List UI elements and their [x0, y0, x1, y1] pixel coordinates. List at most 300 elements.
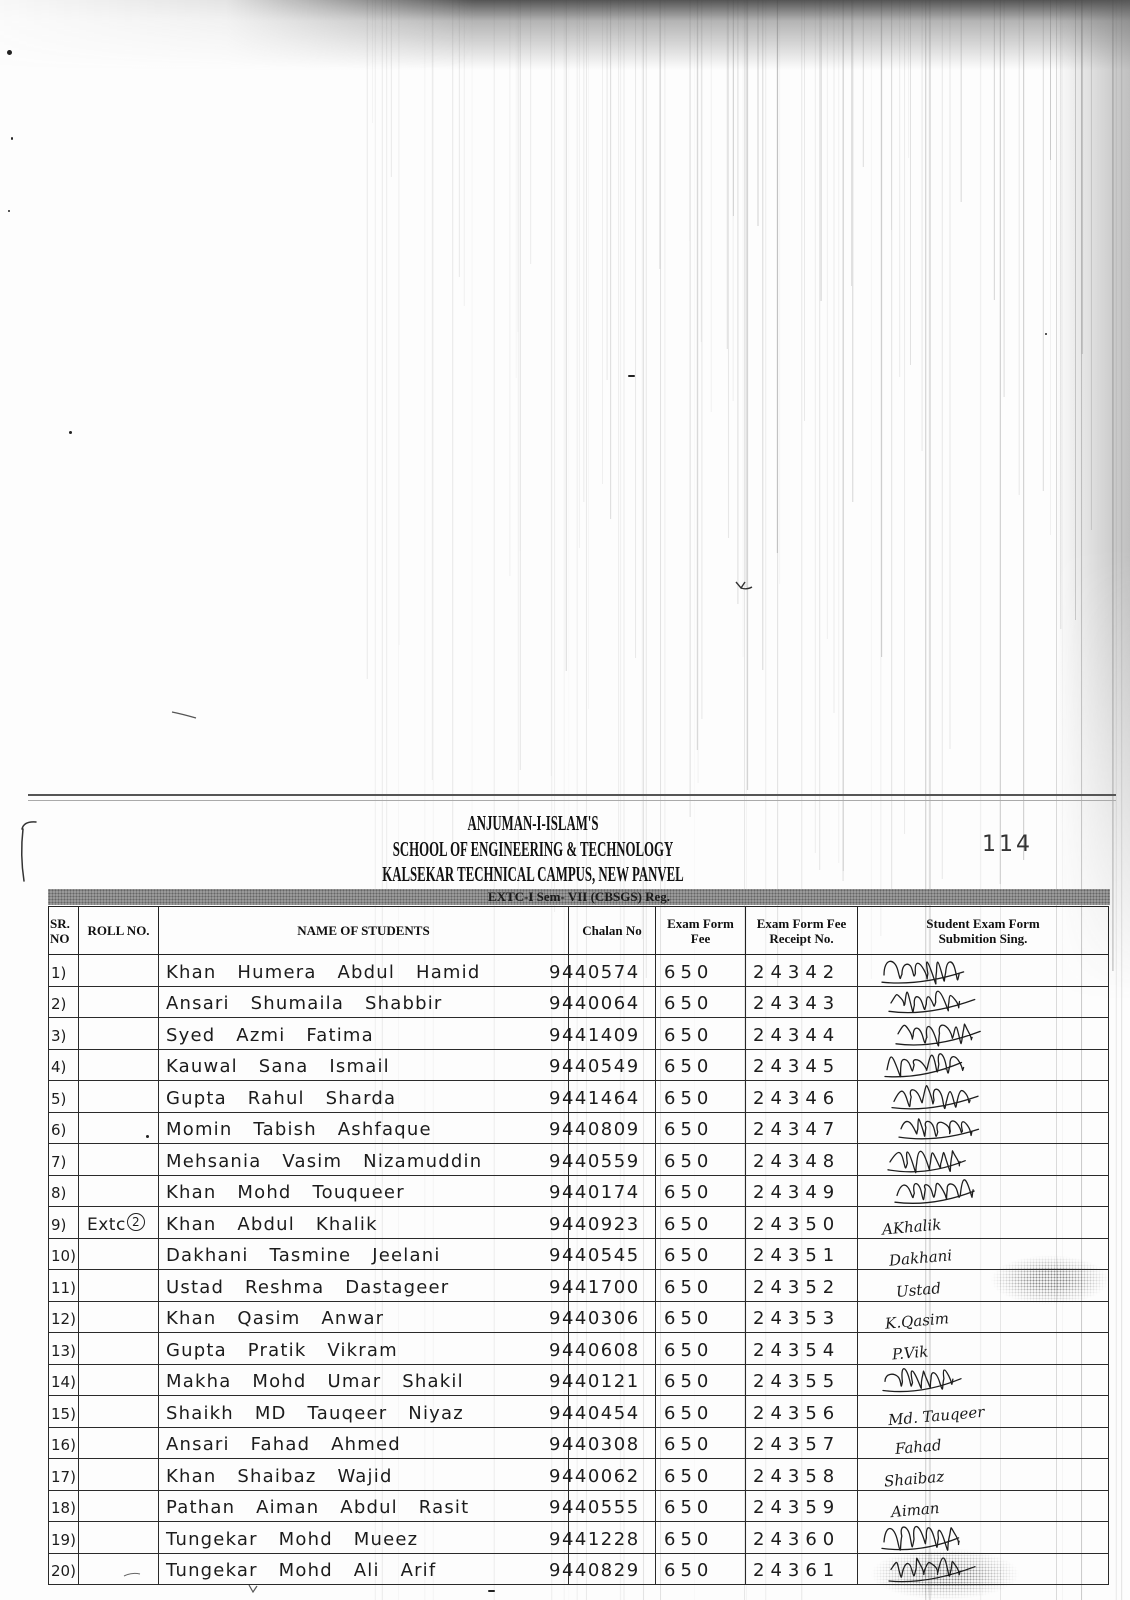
table-row: [49, 1396, 1109, 1428]
student-name-cell: [159, 1018, 569, 1050]
chalan-no: 9441464: [549, 1087, 640, 1109]
column-header-text: Receipt No.: [769, 930, 834, 946]
sr-no: 16): [51, 1436, 76, 1454]
header-trust-name: ANJUMAN-I-ISLAM'S: [467, 811, 599, 835]
table-row: [49, 1522, 1109, 1554]
student-signature-scribble: [881, 1363, 977, 1397]
sr-no: 7): [51, 1152, 67, 1171]
sr-no-cell: [49, 1175, 79, 1207]
table-row: [49, 986, 1109, 1018]
chalan-no: 9440608: [549, 1339, 640, 1361]
table-header: [49, 907, 1109, 955]
table-row: [49, 1459, 1109, 1491]
exam-fee-cell: [656, 1207, 746, 1239]
chalan-no: 9441700: [549, 1276, 640, 1298]
chalan-no: 9440064: [549, 993, 640, 1014]
exam-fee-cell: [656, 1049, 746, 1081]
student-name: Gupta Pratik Vikram: [166, 1339, 398, 1361]
receipt-no-cell: [746, 1207, 858, 1239]
sr-no: 9): [51, 1215, 67, 1234]
column-header-name: [159, 907, 569, 955]
column-header-text: NAME OF STUDENTS: [297, 923, 430, 938]
student-signature-scribble: [897, 1111, 993, 1145]
signature-cell: [858, 1238, 1109, 1270]
student-signature-scribble: [880, 954, 976, 988]
exam-fee: 650: [664, 1402, 714, 1424]
column-header-text: Exam Form: [667, 915, 734, 931]
table-row: [49, 1018, 1109, 1050]
signature-area: [858, 1115, 1108, 1143]
table-row: [49, 1049, 1109, 1081]
signature-cell: [858, 1144, 1109, 1176]
chalan-no-cell: [549, 1238, 656, 1270]
receipt-no-cell: [746, 1364, 858, 1396]
chalan-no: 9440121: [549, 1371, 640, 1392]
sr-no-cell: [49, 986, 79, 1018]
student-signature-scribble: [894, 1017, 990, 1051]
roll-no-cell: [79, 955, 159, 987]
exam-fee: 650: [664, 1056, 714, 1077]
exam-fee-cell: [656, 955, 746, 987]
student-name-cell: [159, 1238, 569, 1270]
table-row: [49, 1238, 1109, 1270]
roll-no-cell: [79, 1112, 159, 1144]
exam-fee: 650: [664, 1213, 714, 1235]
scan-speck: [488, 1590, 495, 1592]
roll-no-cell: [79, 986, 159, 1018]
roll-no-cell: [79, 1081, 159, 1113]
exam-fee-cell: [656, 1522, 746, 1554]
receipt-no-cell: [746, 1270, 858, 1302]
roll-no-cell: [79, 1238, 159, 1270]
receipt-no-cell: [746, 1553, 858, 1585]
exam-fee: 650: [664, 1024, 714, 1046]
signature-cell: [858, 1459, 1109, 1491]
chalan-no: 9440545: [549, 1245, 640, 1266]
student-signature: Md. Tauqeer: [887, 1402, 986, 1429]
roll-no-cell: [79, 1301, 159, 1333]
sr-no: 8): [51, 1184, 67, 1202]
student-signature-scribble: [880, 1521, 976, 1555]
chalan-no-cell: [549, 1459, 656, 1491]
signature-area: [858, 1147, 1108, 1175]
exam-fee: 650: [664, 1182, 714, 1203]
receipt-no: 24354: [753, 1339, 841, 1361]
student-name-cell: [159, 1490, 569, 1522]
scan-speck: [628, 375, 635, 377]
table-header-row: [49, 907, 1109, 955]
student-signature-scribble: [887, 985, 983, 1019]
chalan-no-cell: [549, 1112, 656, 1144]
receipt-no-cell: [746, 1238, 858, 1270]
chalan-no: 9440809: [549, 1119, 640, 1140]
table-row: [49, 1427, 1109, 1459]
roll-no-cell: [79, 1270, 159, 1302]
student-name: Dakhani Tasmine Jeelani: [166, 1245, 441, 1266]
chalan-no: 9440574: [549, 961, 640, 983]
signature-cell: [858, 1112, 1109, 1144]
exam-fee: 650: [664, 961, 714, 983]
signature-cell: [858, 1333, 1109, 1365]
signature-area: [858, 1052, 1108, 1080]
chalan-no-cell: [549, 1364, 656, 1396]
signature-cell: [858, 955, 1109, 987]
scan-speck: [1045, 333, 1047, 335]
student-name-cell: [159, 1459, 569, 1491]
receipt-no: 24346: [753, 1087, 841, 1109]
signature-cell: [858, 1427, 1109, 1459]
roll-no-cell: [79, 1427, 159, 1459]
table-row: [49, 1364, 1109, 1396]
signature-area: [858, 1241, 1108, 1269]
sr-no: 14): [51, 1373, 76, 1391]
student-signature: Dakhani: [888, 1246, 953, 1270]
chalan-no-cell: [549, 1081, 656, 1113]
sr-no-cell: [49, 1490, 79, 1522]
student-name-cell: [159, 1553, 569, 1585]
receipt-no: 24360: [753, 1528, 841, 1550]
signature-cell: [858, 1175, 1109, 1207]
scan-speck: [7, 50, 12, 55]
scan-edge-shadow: [1055, 0, 1130, 1000]
exam-fee: 650: [664, 1119, 714, 1140]
chalan-no: 9441228: [549, 1528, 640, 1550]
column-header-text: Student Exam Form: [926, 915, 1040, 931]
receipt-no: 24358: [753, 1465, 841, 1487]
student-name-cell: [159, 1081, 569, 1113]
sr-no: 2): [51, 995, 67, 1013]
table-row: [49, 1553, 1109, 1585]
receipt-no-cell: [746, 1112, 858, 1144]
column-header-roll-no: [79, 907, 159, 955]
receipt-no-cell: [746, 1018, 858, 1050]
exam-fee: 650: [664, 1560, 714, 1581]
student-name-cell: [159, 955, 569, 987]
student-name-cell: [159, 986, 569, 1018]
signature-area: [858, 1178, 1108, 1206]
student-signature: K.Qasim: [884, 1309, 950, 1333]
chalan-no: 9440062: [549, 1465, 640, 1487]
signature-area: [858, 1084, 1108, 1112]
chalan-no-cell: [549, 1490, 656, 1522]
signature-cell: [858, 1018, 1109, 1050]
student-name: Khan Mohd Touqueer: [166, 1182, 405, 1203]
sr-no: 10): [51, 1247, 76, 1265]
sr-no: 4): [51, 1058, 67, 1076]
sr-no-cell: [49, 1270, 79, 1302]
roll-no-cell: [79, 1049, 159, 1081]
sr-no: 5): [51, 1089, 67, 1108]
roll-no-cell: [79, 1459, 159, 1491]
receipt-no: 24359: [753, 1497, 841, 1518]
receipt-no: 24357: [753, 1434, 841, 1455]
sr-no-cell: [49, 1301, 79, 1333]
student-name: Ustad Reshma Dastageer: [166, 1276, 450, 1298]
sr-no: 11): [51, 1278, 76, 1297]
sr-no: 18): [51, 1499, 76, 1517]
student-name: Makha Mohd Umar Shakil: [166, 1371, 464, 1392]
chalan-no-cell: [549, 1270, 656, 1302]
signature-cell: [858, 1553, 1109, 1585]
roll-no-cell: [79, 1144, 159, 1176]
receipt-no: 24348: [753, 1150, 841, 1172]
chalan-no: 9441409: [549, 1024, 640, 1046]
column-header-sr-no: [49, 907, 79, 955]
exam-fee: 650: [664, 1497, 714, 1518]
table-row: [49, 1207, 1109, 1239]
exam-fee-cell: [656, 1459, 746, 1491]
exam-fee: 650: [664, 1245, 714, 1266]
column-header-text: Chalan No: [582, 923, 642, 938]
signature-cell: [858, 1522, 1109, 1554]
sr-no: 6): [51, 1121, 67, 1139]
roll-no-cell: [79, 1490, 159, 1522]
student-name-cell: [159, 1333, 569, 1365]
student-name-cell: [159, 1364, 569, 1396]
signature-area: [858, 1273, 1108, 1301]
student-signature: Aiman: [890, 1498, 941, 1522]
signature-area: [858, 1430, 1108, 1458]
student-name-cell: [159, 1175, 569, 1207]
student-name: Tungekar Mohd Mueez: [166, 1528, 419, 1550]
receipt-no-cell: [746, 1081, 858, 1113]
table-body: [49, 955, 1109, 1585]
exam-fee: 650: [664, 1150, 714, 1172]
check-mark: [733, 574, 755, 594]
exam-fee: 650: [664, 1308, 714, 1329]
student-name-cell: [159, 1049, 569, 1081]
roll-no-cell: [79, 1175, 159, 1207]
student-signature: Shaibaz: [883, 1466, 945, 1491]
table-row: [49, 1112, 1109, 1144]
roll-no-cell: [79, 1364, 159, 1396]
student-signature-scribble: [893, 1174, 989, 1208]
receipt-no-cell: [746, 1301, 858, 1333]
student-name: Khan Shaibaz Wajid: [166, 1465, 393, 1487]
exam-fee-cell: [656, 1553, 746, 1585]
receipt-no: 24353: [753, 1308, 841, 1329]
roll-no-cell: [79, 1396, 159, 1428]
roll-no-cell: [79, 1522, 159, 1554]
chalan-no-cell: [549, 1175, 656, 1207]
exam-fee: 650: [664, 993, 714, 1014]
column-header-text: NO: [50, 930, 70, 946]
column-header-chalan-no: [569, 907, 656, 955]
signature-area: [858, 1525, 1108, 1553]
exam-fee-cell: [656, 1081, 746, 1113]
student-name: Mehsania Vasim Nizamuddin: [166, 1150, 483, 1172]
exam-fee-cell: [656, 1490, 746, 1522]
sr-no-cell: [49, 1207, 79, 1239]
scan-speck: [69, 431, 72, 434]
page-divider-line: [28, 794, 1116, 796]
table-row: [49, 1301, 1109, 1333]
signature-area: [858, 1210, 1108, 1238]
signature-cell: [858, 1301, 1109, 1333]
header-campus-name: KALSEKAR TECHNICAL CAMPUS, NEW PANVEL: [382, 862, 684, 886]
receipt-no-cell: [746, 1144, 858, 1176]
sr-no: 15): [51, 1404, 76, 1423]
chalan-no-cell: [549, 955, 656, 987]
student-name-cell: [159, 1207, 569, 1239]
chalan-no: 9440559: [549, 1150, 640, 1172]
student-name: Pathan Aiman Abdul Rasit: [166, 1497, 470, 1518]
column-header-receipt-no: [746, 907, 858, 955]
exam-fee-cell: [656, 1018, 746, 1050]
sr-no-cell: [49, 1396, 79, 1428]
signature-area: [858, 1493, 1108, 1521]
chalan-no-cell: [549, 1427, 656, 1459]
exam-fee-cell: [656, 1175, 746, 1207]
roll-no-cell: [79, 1018, 159, 1050]
student-name: Tungekar Mohd Ali Arif: [166, 1560, 437, 1581]
column-header-text: Fee: [690, 930, 711, 946]
sr-no: 12): [51, 1310, 76, 1328]
sr-no: 20): [51, 1562, 76, 1580]
student-name: Gupta Rahul Sharda: [166, 1087, 397, 1109]
sr-no-cell: [49, 1333, 79, 1365]
sr-no-cell: [49, 1553, 79, 1585]
student-signature: AKhalik: [881, 1214, 942, 1239]
chalan-no: 9440306: [549, 1308, 640, 1329]
roll-no-cell: [79, 1333, 159, 1365]
page-divider-line: [28, 800, 1116, 801]
receipt-no-cell: [746, 1333, 858, 1365]
exam-fee-cell: [656, 1396, 746, 1428]
student-name: Khan Qasim Anwar: [166, 1308, 385, 1329]
sr-no: 19): [51, 1530, 76, 1549]
student-signature-scribble: [890, 1080, 986, 1114]
roll-no: Extc: [87, 1214, 126, 1235]
signature-cell: [858, 1364, 1109, 1396]
sr-no-cell: [49, 1427, 79, 1459]
chalan-no: 9440829: [549, 1560, 640, 1581]
exam-fee: 650: [664, 1087, 714, 1109]
student-signature: Ustad: [895, 1278, 942, 1301]
table-row: [49, 1490, 1109, 1522]
roll-no-cell: [79, 1207, 159, 1239]
chalan-no-cell: [549, 1396, 656, 1428]
receipt-no: 24343: [753, 993, 841, 1014]
signature-area: [858, 989, 1108, 1017]
student-name: Khan Humera Abdul Hamid: [166, 961, 481, 983]
signature-cell: [858, 1081, 1109, 1113]
student-name: Ansari Shumaila Shabbir: [166, 993, 443, 1014]
exam-fee: 650: [664, 1465, 714, 1487]
exam-fee-cell: [656, 1270, 746, 1302]
student-name: Ansari Fahad Ahmed: [166, 1434, 401, 1455]
receipt-no-cell: [746, 1490, 858, 1522]
exam-fee: 650: [664, 1339, 714, 1361]
header-school-name: SCHOOL OF ENGINEERING & TECHNOLOGY: [392, 837, 674, 861]
exam-fee: 650: [664, 1371, 714, 1392]
sr-no-cell: [49, 1522, 79, 1554]
chalan-no-cell: [549, 986, 656, 1018]
column-header-text: SR.: [50, 915, 70, 931]
column-header-text: Submition Sing.: [938, 930, 1028, 946]
receipt-no: 24355: [753, 1371, 841, 1392]
column-header-signature: [858, 907, 1109, 955]
receipt-no: 24347: [753, 1119, 841, 1140]
exam-fee-cell: [656, 1144, 746, 1176]
signature-area: [858, 1462, 1108, 1490]
column-header-text: ROLL NO.: [87, 923, 150, 938]
sr-no-cell: [49, 1238, 79, 1270]
page-number: 114: [982, 832, 1033, 857]
chalan-no: 9440549: [549, 1056, 640, 1077]
chalan-no-cell: [549, 1301, 656, 1333]
sr-no-cell: [49, 1459, 79, 1491]
receipt-no: 24350: [753, 1213, 841, 1235]
sr-no-cell: [49, 1364, 79, 1396]
exam-fee-cell: [656, 1112, 746, 1144]
sr-no-cell: [49, 1049, 79, 1081]
receipt-no: 24361: [753, 1560, 841, 1581]
signature-cell: [858, 1049, 1109, 1081]
signature-area: [858, 1399, 1108, 1427]
scan-speck: [8, 210, 10, 212]
exam-fee-cell: [656, 1427, 746, 1459]
receipt-no-cell: [746, 1175, 858, 1207]
student-signature: Fahad: [894, 1436, 943, 1458]
receipt-no: 24345: [753, 1056, 841, 1077]
sr-no-cell: [49, 955, 79, 987]
chalan-no-cell: [549, 1049, 656, 1081]
signature-area: [858, 1367, 1108, 1395]
receipt-no: 24352: [753, 1276, 841, 1298]
student-name-cell: [159, 1301, 569, 1333]
signature-area: [858, 1021, 1108, 1049]
signature-area: [858, 1304, 1108, 1332]
student-name-cell: [159, 1144, 569, 1176]
exam-fee: 650: [664, 1276, 714, 1298]
roll-no-cell: [79, 1553, 159, 1585]
receipt-no: 24342: [753, 961, 841, 983]
student-exam-form-table: [48, 906, 1109, 1585]
chalan-no: 9440308: [549, 1434, 640, 1455]
student-signature-scribble: [887, 1552, 983, 1586]
scan-speck: [11, 137, 13, 140]
receipt-no: 24344: [753, 1024, 841, 1046]
table-row: [49, 1175, 1109, 1207]
chalan-no: 9440454: [549, 1402, 640, 1424]
sr-no-cell: [49, 1081, 79, 1113]
table-row: [49, 1333, 1109, 1365]
scan-top-shadow: [0, 0, 1130, 70]
column-header-exam-fee: [656, 907, 746, 955]
receipt-no: 24349: [753, 1182, 841, 1203]
receipt-no-cell: [746, 1396, 858, 1428]
table-row: [49, 1270, 1109, 1302]
sr-no: 13): [51, 1341, 76, 1360]
exam-fee-cell: [656, 1364, 746, 1396]
sr-no-cell: [49, 1112, 79, 1144]
sr-no: 3): [51, 1026, 67, 1045]
chalan-no-cell: [549, 1522, 656, 1554]
receipt-no-cell: [746, 1459, 858, 1491]
exam-fee-cell: [656, 1238, 746, 1270]
table-row: [49, 955, 1109, 987]
receipt-no: 24356: [753, 1402, 841, 1424]
receipt-no-cell: [746, 1427, 858, 1459]
signature-cell: [858, 1207, 1109, 1239]
receipt-no-cell: [746, 1522, 858, 1554]
table-row: [49, 1081, 1109, 1113]
student-name: Kauwal Sana Ismail: [166, 1056, 390, 1077]
receipt-no-cell: [746, 986, 858, 1018]
student-signature-scribble: [886, 1143, 982, 1177]
exam-fee: 650: [664, 1434, 714, 1455]
